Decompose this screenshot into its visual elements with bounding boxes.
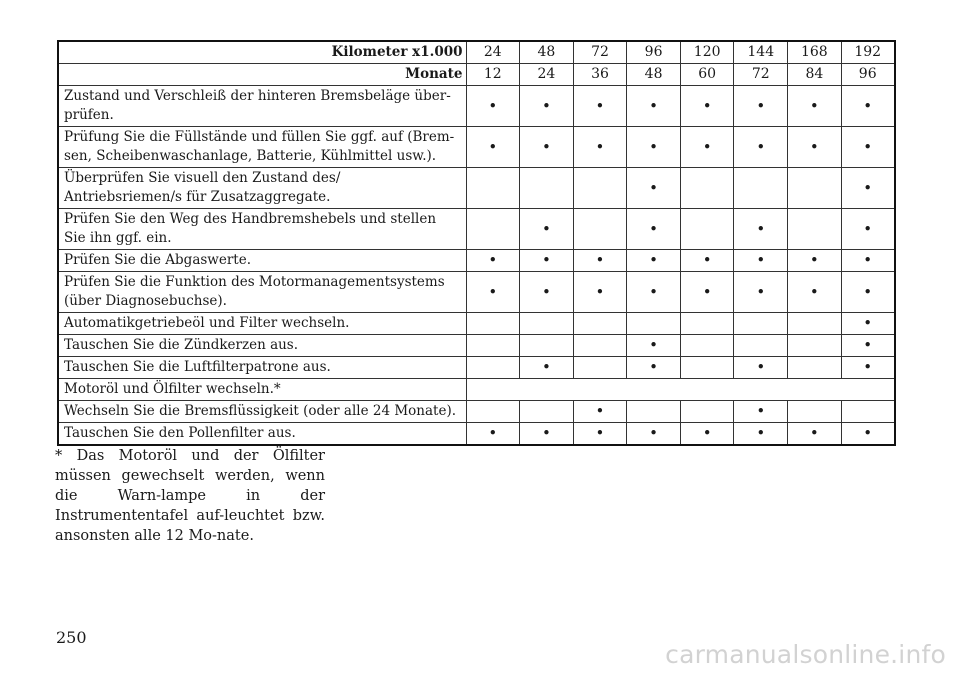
interval-cell [520,313,574,335]
interval-cell [734,272,788,313]
interval-cell [788,272,842,313]
service-dot-icon: • [863,358,873,376]
service-dot-icon: • [702,251,712,269]
interval-cell [573,423,627,446]
service-dot-icon: • [541,358,551,376]
interval-cell [788,335,842,357]
interval-cell [466,250,520,272]
month-value: 12 [466,64,520,86]
service-dot-icon: • [649,178,658,197]
interval-cell [734,401,788,423]
service-dot-icon: • [809,282,819,301]
interval-cell [520,209,574,250]
service-dot-icon: • [702,424,712,442]
interval-cell [680,423,734,446]
interval-cell [573,272,627,313]
service-dot-icon: • [809,251,819,269]
interval-cell [520,250,574,272]
interval-cell [573,335,627,357]
service-dot-icon: • [649,336,658,354]
table-row [58,379,895,401]
footnote: * Das Motoröl und der Ölfilter müssen gewechselt werden, wenn die Warn-lampe in der Instrumententafel auf-leuchtet bzw. ansonsten alle 12 Mo-nate. [55,448,325,544]
task-description: Prüfen Sie die Abgaswerte. [58,250,466,272]
interval-cell [573,313,627,335]
table-row [58,313,895,335]
interval-cell [841,86,895,127]
service-dot-icon: • [595,424,605,442]
km-value: 72 [573,41,627,64]
interval-cell [734,357,788,379]
interval-cell [680,127,734,168]
service-dot-icon: • [863,251,873,269]
table-row [58,423,895,446]
service-dot-icon: • [488,251,498,269]
table-row [58,168,895,209]
interval-cell [734,127,788,168]
table-row [58,335,895,357]
table-row [58,401,895,423]
service-dot-icon: • [702,96,712,115]
service-dot-icon: • [595,282,605,301]
merged-interval-cell [466,379,895,401]
page-number: 250 [56,628,87,647]
interval-cell [841,401,895,423]
interval-cell [788,209,842,250]
service-dot-icon: • [541,424,551,442]
table-row [58,209,895,250]
service-dot-icon: • [756,402,766,420]
service-dot-icon: • [702,137,712,156]
task-description: Automatikgetriebeöl und Filter wechseln. [58,313,466,335]
interval-cell [841,250,895,272]
interval-cell [520,168,574,209]
interval-cell [734,86,788,127]
interval-cell [841,313,895,335]
interval-cell [788,168,842,209]
interval-cell [520,127,574,168]
service-dot-icon: • [809,96,819,115]
km-value: 48 [520,41,574,64]
interval-cell [788,423,842,446]
km-value: 168 [788,41,842,64]
interval-cell [573,86,627,127]
interval-cell [573,209,627,250]
interval-cell [680,168,734,209]
interval-cell [520,401,574,423]
interval-cell [841,423,895,446]
interval-cell [841,127,895,168]
interval-cell [788,127,842,168]
task-description: Prüfen Sie den Weg des Handbremshebels und stellen Sie ihn ggf. ein. [58,209,466,250]
service-dot-icon: • [756,358,766,376]
service-dot-icon: • [863,178,873,197]
interval-cell [680,272,734,313]
service-dot-icon: • [649,219,658,238]
interval-cell [841,357,895,379]
service-dot-icon: • [595,251,605,269]
month-label: Monate [58,64,466,86]
interval-cell [466,209,520,250]
interval-cell [734,250,788,272]
table-row [58,272,895,313]
interval-cell [573,127,627,168]
maintenance-schedule-table [57,40,896,446]
interval-cell [841,209,895,250]
interval-cell [734,335,788,357]
service-dot-icon: • [863,282,873,301]
service-dot-icon: • [649,137,658,156]
month-value: 48 [627,64,681,86]
km-value: 120 [680,41,734,64]
service-dot-icon: • [863,424,873,442]
interval-cell [520,335,574,357]
service-dot-icon: • [541,282,551,301]
interval-cell [680,313,734,335]
service-dot-icon: • [649,358,658,376]
task-description: Tauschen Sie die Luftfilterpatrone aus. [58,357,466,379]
service-dot-icon: • [541,137,551,156]
service-dot-icon: • [488,282,498,301]
interval-cell [841,168,895,209]
service-dot-icon: • [541,219,551,238]
interval-cell [680,86,734,127]
interval-cell [841,335,895,357]
service-dot-icon: • [702,282,712,301]
interval-cell [680,335,734,357]
interval-cell [788,313,842,335]
month-header-row [58,64,895,86]
interval-cell [466,168,520,209]
interval-cell [573,357,627,379]
km-label: Kilometer x1.000 [58,41,466,64]
service-dot-icon: • [488,96,498,115]
interval-cell [627,168,681,209]
service-dot-icon: • [541,96,551,115]
table-row [58,127,895,168]
interval-cell [466,272,520,313]
service-dot-icon: • [756,424,766,442]
service-dot-icon: • [488,137,498,156]
service-dot-icon: • [756,282,766,301]
km-value: 144 [734,41,788,64]
interval-cell [627,423,681,446]
service-dot-icon: • [756,251,766,269]
watermark: carmanualsonline.info [665,640,946,669]
service-dot-icon: • [863,336,873,354]
interval-cell [573,168,627,209]
service-dot-icon: • [809,137,819,156]
service-dot-icon: • [488,424,498,442]
interval-cell [573,250,627,272]
service-dot-icon: • [863,137,873,156]
task-description: Zustand und Verschleiß der hinteren Bremsbeläge über-prüfen. [58,86,466,127]
task-description: Prüfen Sie die Funktion des Motormanagementsystems (über Diagnosebuchse). [58,272,466,313]
interval-cell [680,357,734,379]
interval-cell [466,357,520,379]
interval-cell [520,86,574,127]
service-dot-icon: • [649,251,658,269]
month-value: 96 [841,64,895,86]
interval-cell [734,423,788,446]
interval-cell [627,335,681,357]
month-value: 24 [520,64,574,86]
interval-cell [680,250,734,272]
task-description: Tauschen Sie die Zündkerzen aus. [58,335,466,357]
interval-cell [627,86,681,127]
interval-cell [573,401,627,423]
interval-cell [734,168,788,209]
month-value: 84 [788,64,842,86]
interval-cell [788,86,842,127]
interval-cell [680,209,734,250]
service-dot-icon: • [595,137,605,156]
service-dot-icon: • [756,219,766,238]
interval-cell [627,313,681,335]
service-dot-icon: • [863,314,873,332]
table-row [58,86,895,127]
interval-cell [520,423,574,446]
interval-cell [627,272,681,313]
service-dot-icon: • [541,251,551,269]
task-description: Tauschen Sie den Pollenfilter aus. [58,423,466,446]
interval-cell [466,313,520,335]
interval-cell [627,357,681,379]
km-value: 96 [627,41,681,64]
task-description: Überprüfen Sie visuell den Zustand des/ Antriebsriemen/s für Zusatzaggregate. [58,168,466,209]
service-dot-icon: • [649,424,658,442]
service-dot-icon: • [756,96,766,115]
interval-cell [466,335,520,357]
service-dot-icon: • [809,424,819,442]
interval-cell [627,250,681,272]
service-dot-icon: • [649,282,658,301]
km-header-row [58,41,895,64]
month-value: 72 [734,64,788,86]
month-value: 36 [573,64,627,86]
interval-cell [466,423,520,446]
table-row [58,250,895,272]
km-value: 192 [841,41,895,64]
interval-cell [841,272,895,313]
interval-cell [680,401,734,423]
interval-cell [520,272,574,313]
interval-cell [466,86,520,127]
interval-cell [734,313,788,335]
task-description: Wechseln Sie die Bremsflüssigkeit (oder alle 24 Monate). [58,401,466,423]
interval-cell [788,357,842,379]
service-dot-icon: • [649,96,658,115]
interval-cell [466,127,520,168]
interval-cell [788,401,842,423]
interval-cell [627,401,681,423]
interval-cell [788,250,842,272]
service-dot-icon: • [756,137,766,156]
interval-cell [520,357,574,379]
service-dot-icon: • [863,96,873,115]
interval-cell [627,127,681,168]
service-dot-icon: • [595,402,605,420]
service-dot-icon: • [595,96,605,115]
interval-cell [627,209,681,250]
service-dot-icon: • [863,219,873,238]
month-value: 60 [680,64,734,86]
interval-cell [466,401,520,423]
task-description: Motoröl und Ölfilter wechseln.* [58,379,466,401]
table-row [58,357,895,379]
km-value: 24 [466,41,520,64]
interval-cell [734,209,788,250]
task-description: Prüfung Sie die Füllstände und füllen Sie ggf. auf (Brem-sen, Scheibenwaschanlage, Batterie, Kühlmittel usw.). [58,127,466,168]
